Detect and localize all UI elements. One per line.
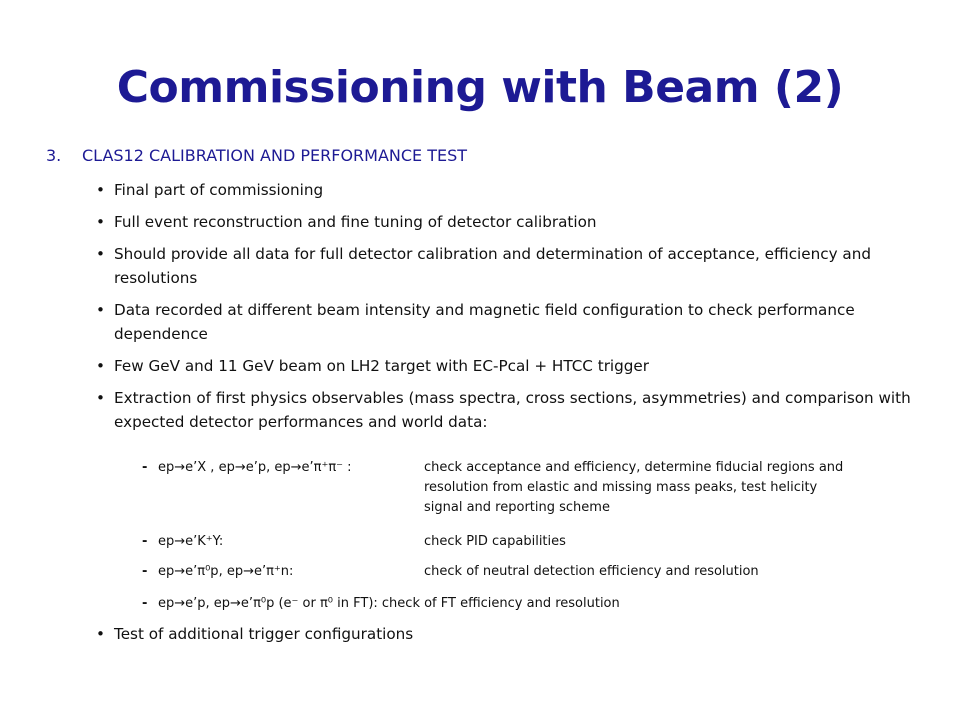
bullet-item: • Full event reconstruction and fine tuning of detector calibration — [96, 210, 936, 234]
section-heading-text: CLAS12 CALIBRATION AND PERFORMANCE TEST — [82, 146, 468, 165]
sub-item-reaction: ep→e’X , ep→e’p, ep→e’π⁺π⁻ : — [158, 460, 352, 475]
bullet-list — [96, 178, 936, 442]
sub-item-goal: check acceptance and efficiency, determine fiducial regions and resolution from elastic and missing mass peaks, test helicity signal and reporting scheme — [424, 460, 844, 515]
sub-item-reaction: ep→e’p, ep→e’π⁰p (e⁻ or π⁰ in FT): check of FT efficiency and resolution — [158, 596, 620, 611]
bullet-item: • Data recorded at different beam intensity and magnetic field configuration to check performance dependence — [96, 298, 936, 346]
section-heading — [46, 146, 467, 165]
bullet-item: • Test of additional trigger configurations — [96, 622, 413, 646]
sub-item-dash: - — [142, 460, 148, 475]
sub-item-dash: - — [142, 596, 148, 611]
sub-item-reaction: ep→e’K⁺Y: — [158, 534, 224, 549]
bullet-item: • Final part of commissioning — [96, 178, 936, 202]
bullet-item: • Extraction of first physics observables (mass spectra, cross sections, asymmetries) and comparison with expected detector performances and world data: — [96, 386, 936, 434]
sub-item-dash: - — [142, 564, 148, 579]
sub-item-goal: check of neutral detection efficiency and resolution — [424, 564, 759, 579]
sub-item-goal: check PID capabilities — [424, 534, 566, 549]
sub-item-reaction: ep→e’π⁰p, ep→e’π⁺n: — [158, 564, 294, 579]
slide-title: Commissioning with Beam (2) — [116, 62, 844, 113]
bullet-item: • Few GeV and 11 GeV beam on LH2 target with EC-Pcal + HTCC trigger — [96, 354, 936, 378]
section-number: 3. — [46, 146, 62, 165]
sub-item-dash: - — [142, 534, 148, 549]
bullet-item: • Should provide all data for full detector calibration and determination of acceptance, efficiency and resolutions — [96, 242, 936, 290]
